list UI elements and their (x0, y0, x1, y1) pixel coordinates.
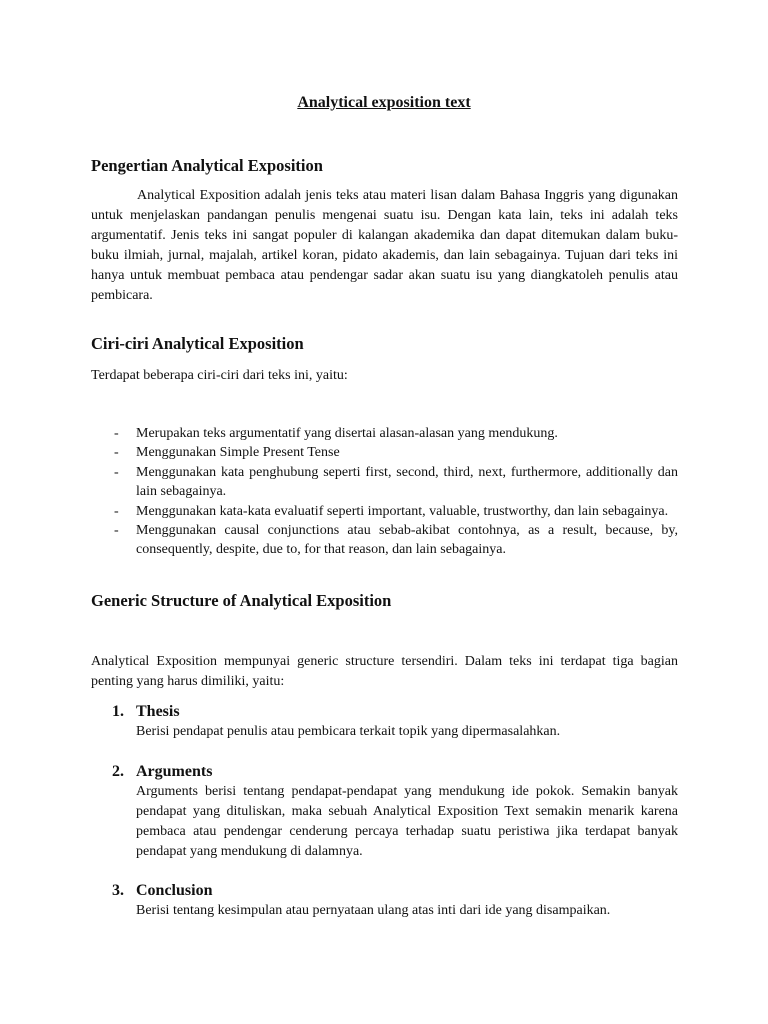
item-body: Berisi pendapat penulis atau pembicara terkait topik yang dipermasalahkan. (136, 724, 561, 739)
section-heading-ciri: Ciri-ciri Analytical Exposition (91, 334, 304, 353)
list-item (91, 521, 678, 560)
bullet-dash: - (114, 445, 119, 461)
bullet-dash: - (114, 503, 119, 519)
list-item (91, 443, 678, 462)
bullet-dash: - (114, 464, 119, 480)
item-number: 2. (112, 763, 124, 780)
pengertian-paragraph: Analytical Exposition adalah jenis teks atau materi lisan dalam Bahasa Inggris yang digunakan untuk menjelaskan pandangan penulis mengenai suatu isu. Dengan kata lain, teks ini adalah teks argumentatif. Jenis teks ini sangat populer di kalangan akademika dan dapat ditemukan dalam buku-buku ilmiah, jurnal, majalah, artikel koran, pidato akademis, dan lain sebagainya. Tujuan dari teks ini hanya untuk membuat pembaca atau pendengar sadar akan suatu isu yang diangkatoleh penulis atau pembicara. (91, 188, 678, 303)
list-item (91, 424, 678, 443)
bullet-dash: - (114, 426, 119, 441)
item-title: Thesis (136, 703, 180, 720)
bullet-text: Menggunakan Simple Present Tense (136, 445, 340, 461)
item-number: 1. (112, 703, 124, 720)
item-number: 3. (112, 882, 124, 899)
structure-intro: Analytical Exposition mempunyai generic structure tersendiri. Dalam teks ini terdapat tiga bagian penting yang harus dimiliki, yaitu: (91, 654, 678, 689)
item-title: Arguments (136, 763, 213, 780)
list-item (91, 463, 678, 502)
ciri-bullet-list (91, 424, 678, 560)
structure-item-heading (91, 702, 678, 722)
item-body: Berisi tentang kesimpulan atau pernyataan ulang atas inti dari ide yang disampaikan. (136, 903, 611, 918)
structure-item-heading (91, 762, 678, 782)
bullet-text: Menggunakan causal conjunctions atau sebab-akibat contohnya, as a result, because, by, consequently, despite, due to, for that reason, dan lain sebagainya. (136, 523, 678, 558)
bullet-dash: - (114, 523, 119, 539)
bullet-text: Menggunakan kata penghubung seperti first, second, third, next, furthermore, additionally dan lain sebagainya. (136, 464, 678, 500)
list-item (91, 502, 678, 521)
structure-item-conclusion (91, 881, 678, 921)
item-body: Arguments berisi tentang pendapat-pendapat yang mendukung ide pokok. Semakin banyak pendapat yang dituliskan, maka sebuah Analytical Exposition Text semakin menarik karena pembaca atau pendengar cenderung percaya terhadap suatu peristiwa jika terdapat banyak pendapat yang mendukung di dalamnya. (136, 784, 678, 859)
bullet-text: Menggunakan kata-kata evaluatif seperti important, valuable, trustworthy, dan lain sebagainya. (136, 503, 669, 519)
document-title: Analytical exposition text (297, 94, 471, 111)
structure-item-thesis (91, 702, 678, 742)
structure-item-heading (91, 881, 678, 901)
section-heading-structure: Generic Structure of Analytical Exposition (91, 591, 392, 610)
bullet-text: Merupakan teks argumentatif yang disertai alasan-alasan yang mendukung. (136, 426, 558, 441)
ciri-intro: Terdapat beberapa ciri-ciri dari teks ini, yaitu: (91, 368, 348, 383)
structure-item-arguments (91, 762, 678, 862)
section-heading-pengertian: Pengertian Analytical Exposition (91, 156, 323, 175)
item-title: Conclusion (136, 882, 213, 899)
